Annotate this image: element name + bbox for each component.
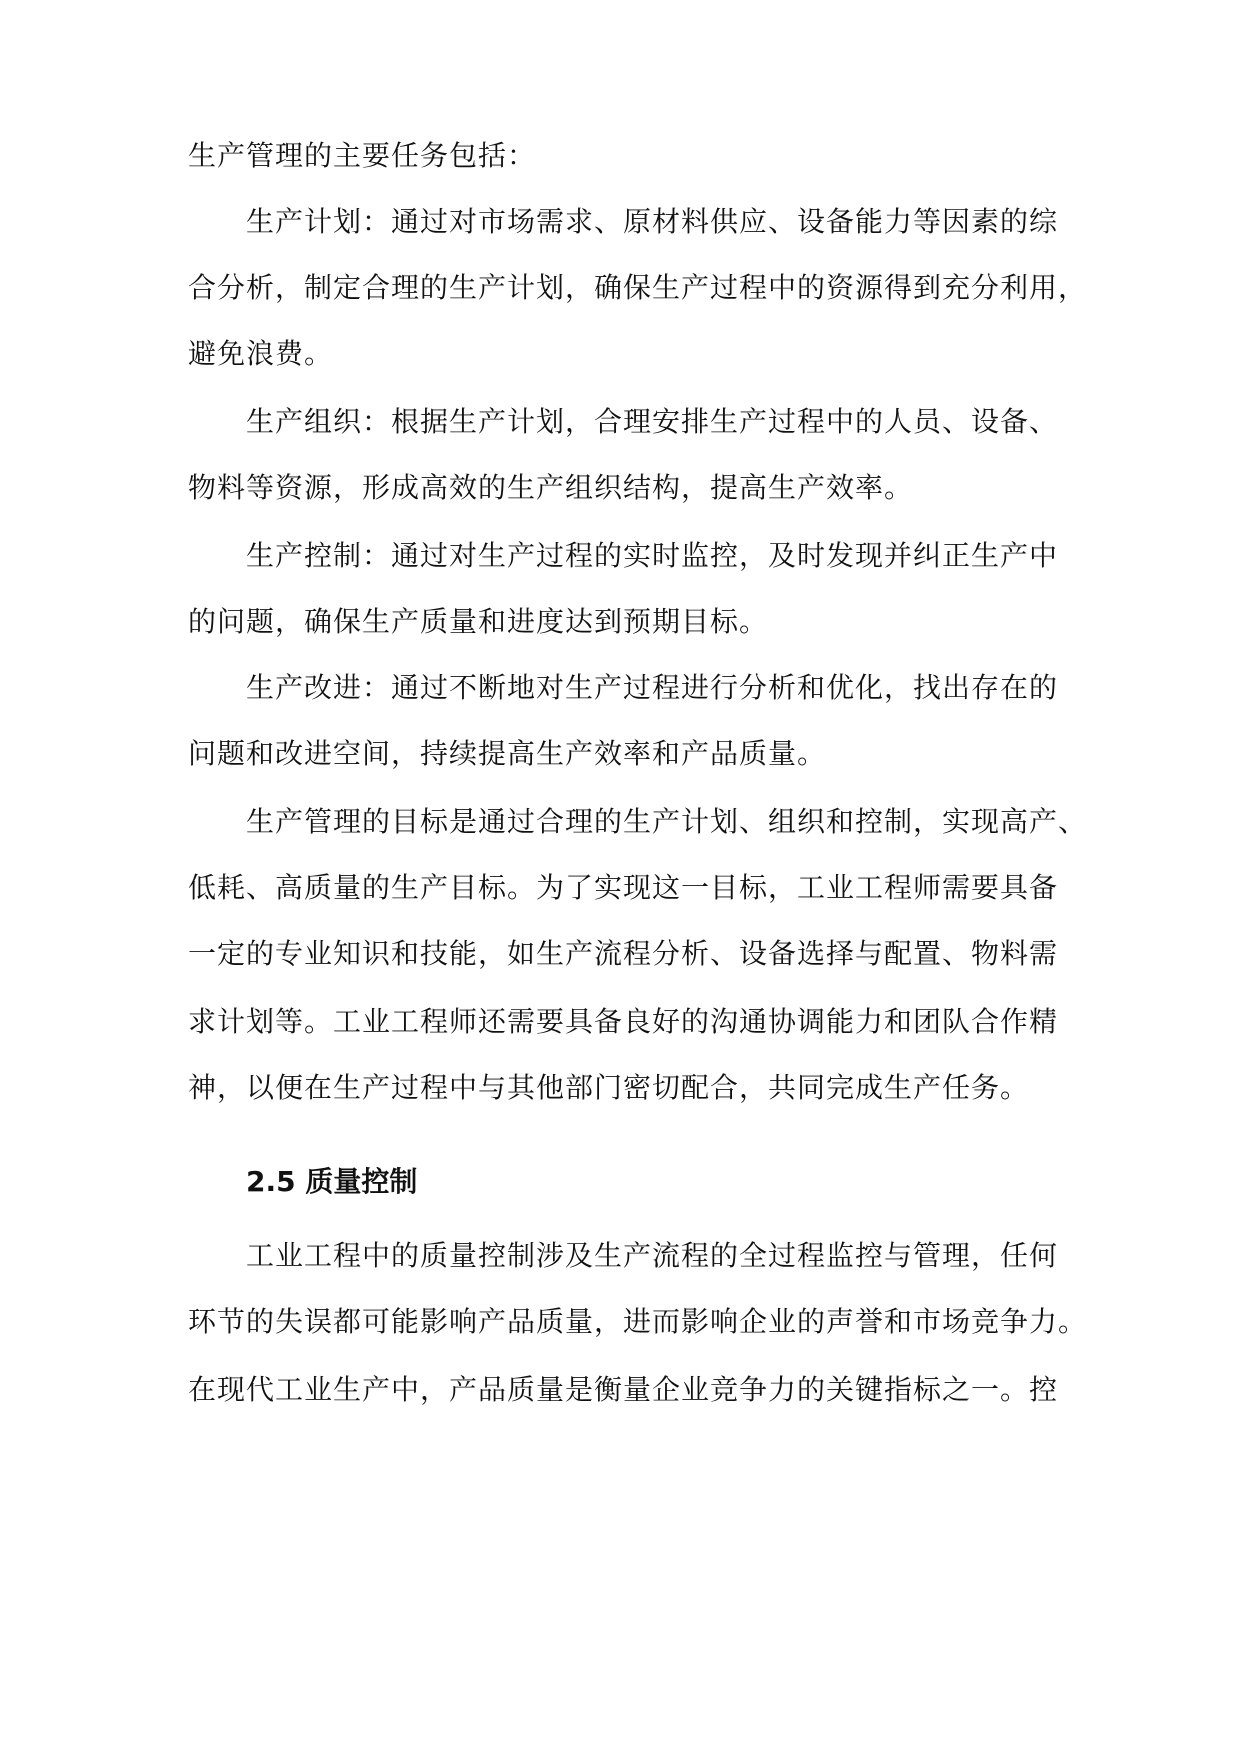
paragraph-line: 求计划等。工业工程师还需要具备良好的沟通协调能力和团队合作精 xyxy=(188,1005,1059,1038)
paragraph-line: 神，以便在生产过程中与其他部门密切配合，共同完成生产任务。 xyxy=(188,1071,1030,1104)
paragraph-line: 物料等资源，形成高效的生产组织结构，提高生产效率。 xyxy=(188,471,914,504)
paragraph-line: 生产控制：通过对生产过程的实时监控，及时发现并纠正生产中 xyxy=(246,539,1059,572)
paragraph-line: 低耗、高质量的生产目标。为了实现这一目标，工业工程师需要具备 xyxy=(188,871,1059,904)
paragraph-line: 一定的专业知识和技能，如生产流程分析、设备选择与配置、物料需 xyxy=(188,937,1059,970)
paragraph-line: 合分析，制定合理的生产计划，确保生产过程中的资源得到充分利用， xyxy=(188,271,1088,304)
paragraph-line: 环节的失误都可能影响产品质量，进而影响企业的声誉和市场竞争力。 xyxy=(188,1305,1088,1338)
paragraph-line: 的问题，确保生产质量和进度达到预期目标。 xyxy=(188,605,769,638)
paragraph-line: 问题和改进空间，持续提高生产效率和产品质量。 xyxy=(188,737,827,770)
intro-lead: 生产管理的主要任务包括： xyxy=(188,139,537,172)
paragraph-line: 生产改进：通过不断地对生产过程进行分析和优化，找出存在的 xyxy=(246,671,1059,704)
paragraph-line: 生产计划：通过对市场需求、原材料供应、设备能力等因素的综 xyxy=(246,205,1059,238)
section-heading: 2.5 质量控制 xyxy=(246,1165,418,1198)
paragraph-line: 生产管理的目标是通过合理的生产计划、组织和控制，实现高产、 xyxy=(246,805,1088,838)
paragraph-line: 工业工程中的质量控制涉及生产流程的全过程监控与管理，任何 xyxy=(246,1239,1059,1272)
paragraph-line: 避免浪费。 xyxy=(188,337,334,370)
paragraph-line: 在现代工业生产中，产品质量是衡量企业竞争力的关键指标之一。控 xyxy=(188,1373,1059,1406)
paragraph-line: 生产组织：根据生产计划，合理安排生产过程中的人员、设备、 xyxy=(246,405,1059,438)
